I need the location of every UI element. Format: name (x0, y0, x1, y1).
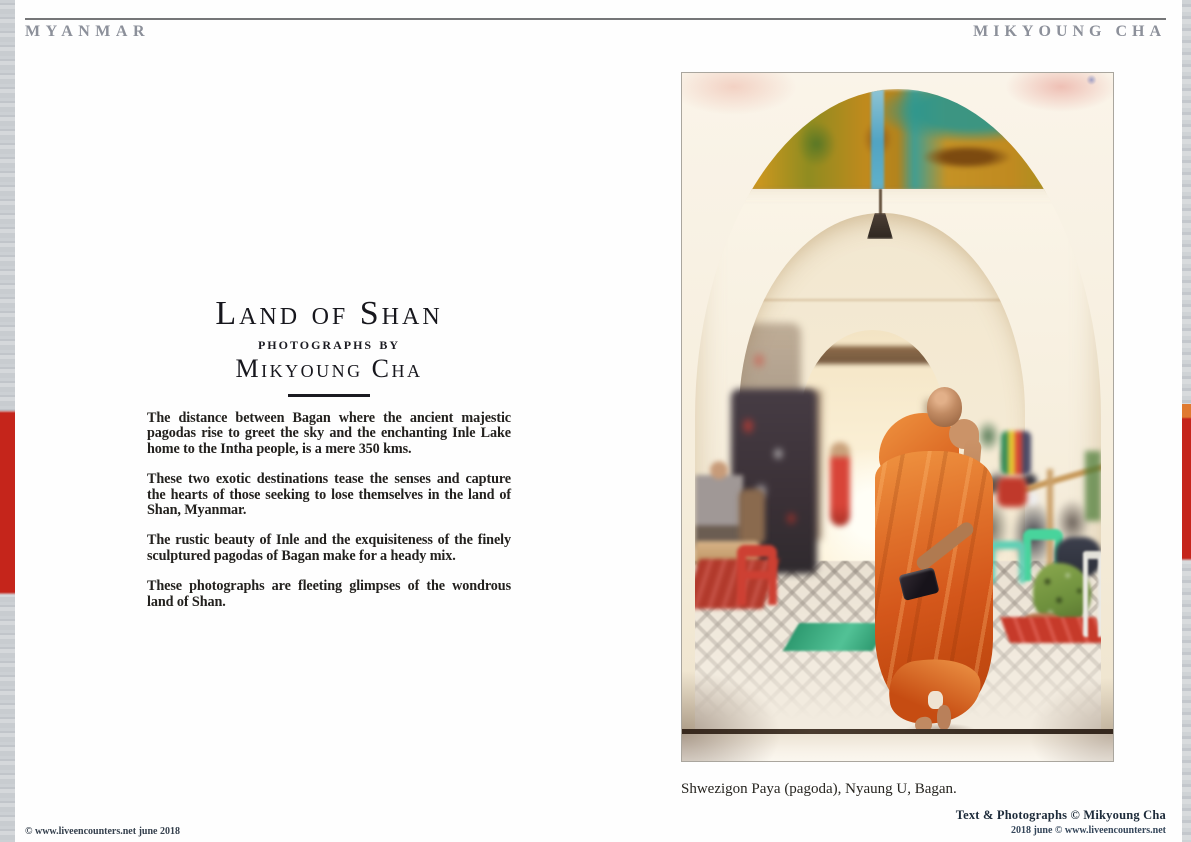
seated-figure-left (739, 489, 765, 545)
article-title: Land of Shan (215, 295, 443, 332)
foreground-floor (682, 734, 1113, 761)
article-paragraph-4: These photographs are fleeting glimpses of the wondrous land of Shan. (147, 578, 511, 610)
green-leaves-right (1085, 451, 1101, 521)
distant-person-in-red (830, 442, 850, 526)
page-edge-texture-left (0, 0, 15, 842)
article-column (147, 296, 511, 625)
hanging-textiles-right (1001, 431, 1031, 475)
green-mat (783, 623, 889, 651)
footer-credit-block (956, 808, 1166, 836)
dark-beam (800, 346, 945, 364)
header-photographer-label: MIKYOUNG CHA (973, 23, 1166, 40)
monk-right-foot (937, 705, 951, 730)
monk-head (927, 387, 962, 427)
footer-credit-secondary: 2018 june © www.liveencounters.net (1011, 825, 1166, 836)
front-arch-opening (695, 89, 1101, 762)
mural-band (695, 89, 1101, 191)
article-paragraph-2: These two exotic destinations tease the senses and capture the hearts of those seeking to lose themselves in the land of Shan, Myanmar. (147, 471, 511, 519)
ceiling-line (739, 299, 1025, 301)
page-edge-texture-right (1182, 0, 1191, 842)
temple-corridor-photo (681, 72, 1114, 762)
red-plastic-stool (737, 545, 777, 605)
article-paragraph-3: The rustic beauty of Inle and the exquisiteness of the finely sculptured pagodas of Bagan make for a heady mix. (147, 532, 511, 564)
title-divider (288, 394, 370, 397)
article-paragraph-1: The distance between Bagan where the ancient majestic pagodas rise to greet the sky and the enchanting Inle Lake home to the Intha people, is a mere 350 kms. (147, 410, 511, 457)
byline-prefix: photographs by (257, 334, 401, 353)
hanging-red-cloth (997, 477, 1027, 507)
monk-figure (875, 387, 997, 735)
seated-woman-left (695, 461, 743, 553)
footer-copyright-left: © www.liveencounters.net june 2018 (25, 826, 180, 837)
byline-name: Mikyoung Cha (235, 354, 423, 383)
header-country-label: MYANMAR (25, 23, 151, 40)
lamp-stem (879, 189, 882, 215)
photo-caption: Shwezigon Paya (pagoda), Nyaung U, Bagan. (681, 781, 957, 797)
footer-credit-primary: Text & Photographs © Mikyoung Cha (955, 808, 1166, 822)
white-chair (1083, 551, 1101, 637)
header-rule (25, 18, 1166, 20)
